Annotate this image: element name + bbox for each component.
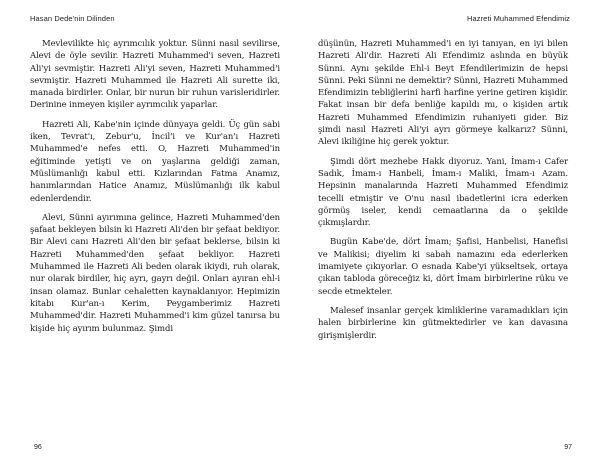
paragraph: Hazreti Ali, Kabe'nin içinde dünyaya geldi. Üç gün sabi iken, Tevrat'ı, Zebur'u, İncil'i ve Kur'an'ı Hazreti Muhammed'e nefes etti. O, Hazreti Muhammed'in eğitiminde yetişti ve on yaşlarına geldiği zaman, Müslümanlığı kabul etti. Kızlarından Fatma Anamız, hanımlarından Hatice Anamız, Müslümanlığı ilk kabul edenlerdendir.	[30, 119, 280, 204]
page-body	[318, 38, 568, 349]
paragraph: Mevlevilikte hiç ayrımcılık yoktur. Sünni nasıl sevilirse, Alevi de öyle sevilir. Hazreti Muhammed'i seven, Hazreti Ali'yi sevmiştir. Hazreti Ali'yi seven, Hazreti Muhammed'i sevmiştir. Hazreti Muhammed ile Hazreti Ali surette iki, manada birdirler. Onlar, bir nurun bir ruhun varisleridirler. Derinine inmeyen kişiler ayrımcılık yaparlar.	[30, 39, 280, 111]
right-page	[300, 0, 600, 463]
paragraph: Malesef insanlar gerçek kimliklerine varamadıkları için halen birbirlerine kin gütmektedirler ve kan davasına girişmişlerdir.	[318, 305, 568, 341]
paragraph: düşünün, Hazreti Muhammed'i en iyi tanıyan, en iyi bilen Hazreti Ali'dir. Hazreti Ali Efendimiz aslında en büyük Sünni. Aynı şekilde Ehl-i Beyt Efendilerimizin de hepsi Sünni. Peki Sünni ne demektir? Sünni, Hazreti Muhammed Efendimizin tebliğlerini harfi harfine yerine getiren kişidir. Fakat insan bir defa benliğe kapıldı mı, o kişiden artık Hazreti Muhammed Efendimizin ruhaniyeti gider. Biz şimdi nasıl Hazreti Ali'yi ayrı görmeye kalkarız? Sünni, Alevi ikiliğine hiç gerek yoktur.	[318, 39, 568, 148]
page-number: 96	[34, 444, 42, 451]
page-body	[30, 38, 280, 342]
paragraph: Bugün Kabe'de, dört İmam; Şafisi, Hanbelisi, Hanefisi ve Malikisi; diyelim ki sabah namazını eda ederlerken imamiyete çıkıyorlar. O esnada Kabe'yi yükseltsek, ortaya çıkan tabloda göreceğiz ki, dört İmam birbirlerine rüku ve secde etmekteler.	[318, 237, 568, 297]
paragraph: Şimdi dört mezhebe Hakk diyoruz. Yani, İmam-ı Cafer Sadık, İmam-ı Hanbeli, İmam-ı Maliki, İmam-ı Azam. Hepsinin manalarında Hazreti Muhammed Efendimiz tecelli etmiştir ve O'nu nasıl ibadetlerini icra ederken görmüş iseler, kendi cemaatlarına da o şekilde çıkmışlardır.	[318, 156, 568, 229]
running-header: Hazreti Muhammed Efendimiz	[466, 14, 570, 23]
running-header: Hasan Dede'nin Dilinden	[30, 14, 115, 23]
page-number: 97	[564, 444, 572, 451]
paragraph: Alevi, Sünni ayırımına gelince, Hazreti Muhammed'den şafaat bekleyen bilsin ki Hazreti Ali'den bir şefaat bekliyor. Bir Alevi canı Hazreti Ali'den bir şefaat beklerse, bilsin ki Hazreti Muhammed'den şefaat bekliyor. Hazreti Muhammed ile Hazreti Ali beden olarak ikiydi, ruh olarak, nur olarak birdiler, hiç ayrı, gayrı değil. Onları ayıran ehl-i insan olamaz. Bunlar cehaletten kaynaklanıyor. Hepimizin kitabı Kur'an-ı Kerim, Peygamberimiz Hazreti Muhammed'dir. Hazreti Muhammed'i kim güzel tanırsa bu kişide hiç ayırım bulunmaz. Şimdi	[30, 212, 280, 334]
